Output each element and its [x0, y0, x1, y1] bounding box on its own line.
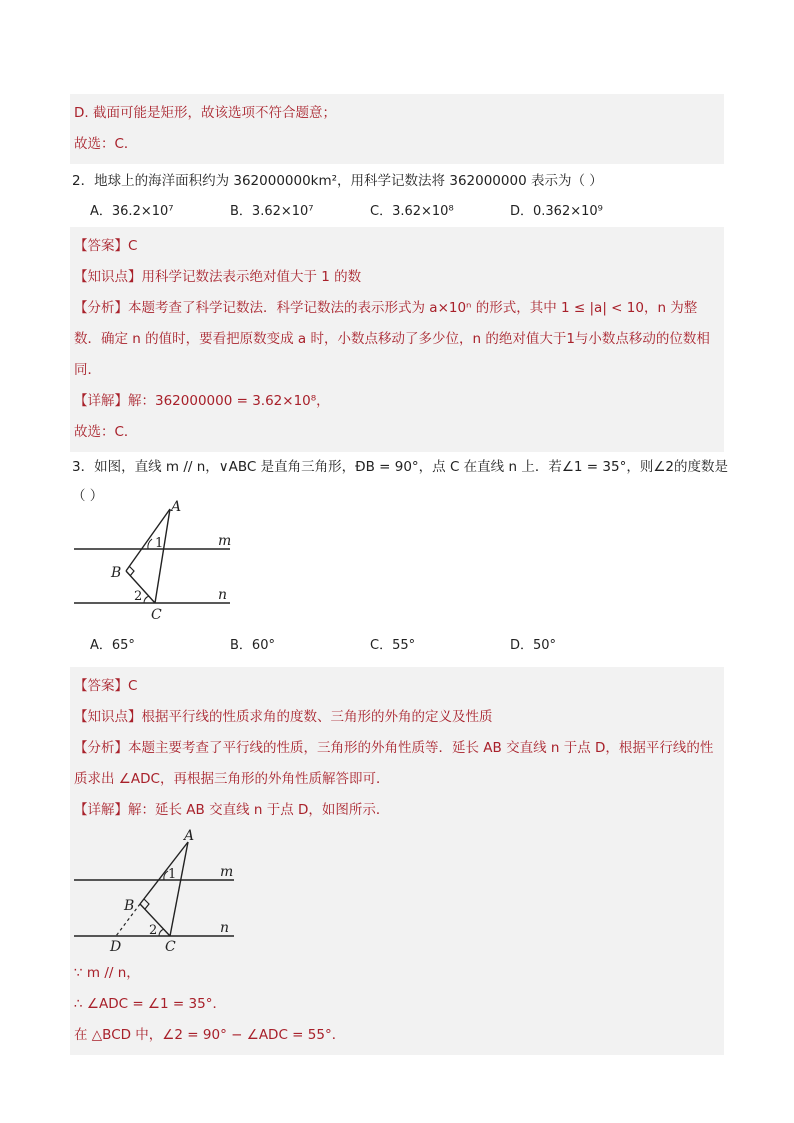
- q2-stem: 2．地球上的海洋面积约为 362000000km²，用科学记数法将 362000000 表示为（ ）: [72, 173, 603, 189]
- q3-analysis: 【分析】本题主要考查了平行线的性质，三角形的外角性质等．延长 AB 交直线 n 于点 D，根据平行线的性质求出 ∠ADC，再根据三角形的外角性质解答即可．: [74, 740, 714, 787]
- q3-step-2: ∴ ∠ADC = ∠1 = 35°．: [74, 996, 226, 1012]
- q3-answer: 【答案】C: [74, 678, 138, 694]
- label-c: C: [165, 939, 176, 955]
- side-ac: [170, 842, 188, 936]
- q2-option-a: A．36.2×10⁷: [90, 204, 174, 219]
- side-ab: [140, 842, 188, 904]
- q3-options: [70, 631, 724, 661]
- q1-solution-tail: [70, 94, 724, 164]
- label-angle-1: 1: [168, 867, 177, 882]
- q3-option-b: B．60°: [230, 638, 275, 653]
- q3-option-a: A．65°: [90, 638, 135, 653]
- label-a: A: [184, 828, 195, 844]
- label-d: D: [110, 939, 122, 955]
- angle-2-arc: [144, 596, 149, 603]
- label-n: n: [220, 920, 230, 936]
- q2-option-b: B．3.62×10⁷: [230, 204, 314, 219]
- q3-stem-line2: （ ）: [72, 488, 104, 504]
- q2-analysis: 【分析】本题考查了科学记数法．科学记数法的表示形式为 a×10ⁿ 的形式，其中 1 ≤ |a| < 10，n 为整数．确定 n 的值时，要看把原数变成 a 时，小数点移动了多少位，n 的绝对值大于1与小数点移动的位数相同．: [74, 300, 710, 378]
- label-b: B: [124, 898, 135, 914]
- q2-knowledge: 【知识点】用科学记数法表示绝对值大于 1 的数: [74, 269, 362, 285]
- label-n: n: [218, 587, 228, 603]
- label-m: m: [218, 533, 232, 549]
- q3-triangle-diagram: [70, 499, 270, 631]
- q3-knowledge: 【知识点】根据平行线的性质求角的度数、三角形的外角的定义及性质: [74, 709, 493, 725]
- q3-option-d: D．50°: [510, 638, 557, 653]
- q3-detail: 【详解】解：延长 AB 交直线 n 于点 D，如图所示．: [74, 802, 390, 818]
- q3-step-1: ∵ m // n，: [74, 965, 140, 981]
- side-ab: [126, 509, 170, 571]
- label-a: A: [171, 499, 182, 515]
- document-page: [70, 94, 729, 1055]
- q3-solution: [70, 667, 724, 1055]
- q2-choice: 故选：C．: [74, 424, 138, 440]
- q2-detail: 【详解】解：362000000 = 3.62×10⁸，: [74, 393, 330, 409]
- q2-option-c: C．3.62×10⁸: [370, 204, 454, 219]
- angle-2-arc: [159, 929, 164, 936]
- label-angle-2: 2: [134, 589, 143, 604]
- q3-extended-diagram: [74, 828, 274, 954]
- q3-option-c: C．55°: [370, 638, 416, 653]
- right-angle-mark: [144, 899, 149, 909]
- q1-option-d-analysis: D. 截面可能是矩形，故该选项不符合题意；: [74, 105, 336, 121]
- q2-options: [70, 197, 724, 227]
- q2-option-d: D．0.362×10⁹: [510, 204, 603, 219]
- q3-stem-line1: 3．如图，直线 m // n，∨ABC 是直角三角形，ÐB = 90°，点 C 在直线 n 上．若∠1 = 35°，则∠2的度数是: [72, 459, 729, 475]
- label-c: C: [151, 607, 162, 623]
- label-angle-2: 2: [149, 923, 158, 938]
- q2-solution: [70, 227, 724, 452]
- q3-figure: [70, 499, 724, 635]
- side-ac: [155, 509, 170, 603]
- q1-choice: 故选：C．: [74, 136, 138, 152]
- label-angle-1: 1: [155, 536, 164, 551]
- label-b: B: [111, 565, 122, 581]
- q3-solution-figure: [74, 828, 720, 958]
- q2-answer: 【答案】C: [74, 238, 138, 254]
- label-m: m: [220, 864, 234, 880]
- q3-step-3: 在 △BCD 中，∠2 = 90° − ∠ADC = 55°．: [74, 1027, 346, 1043]
